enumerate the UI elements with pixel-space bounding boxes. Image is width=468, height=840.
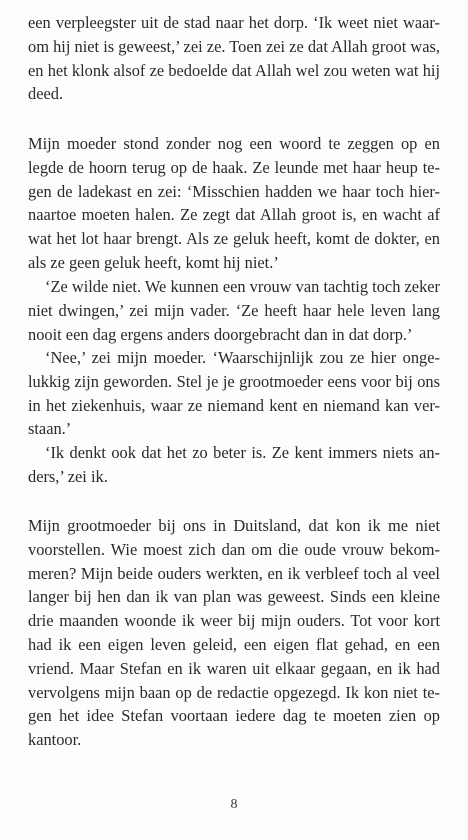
paragraph-2 xyxy=(28,132,440,275)
text-line: naartoe moeten halen. Ze zegt dat Allah groot is, en wacht af xyxy=(28,205,440,225)
text-line: een verpleegster uit de stad naar het dorp. ‘Ik weet niet waar- xyxy=(28,13,440,32)
text-line: vervolgens mijn baan op de redactie opgezegd. Ik kon niet te- xyxy=(28,682,440,702)
paragraph-6 xyxy=(28,514,440,752)
text-line: Mijn grootmoeder bij ons in Duitsland, dat kon ik me niet xyxy=(28,516,440,535)
text-line: meren? Mijn beide ouders werkten, en ik verbleef toch al veel xyxy=(28,563,440,583)
paragraph-5 xyxy=(28,441,440,489)
text-line: ‘Nee,’ zei mijn moeder. ‘Waarschijnlijk zou ze hier onge- xyxy=(45,348,440,367)
text-line: gen het idee Stefan voortaan iedere dag te moeten zien op xyxy=(28,706,440,726)
text-line: wat het lot haar brengt. Als ze geluk heeft, komt de dokter, en xyxy=(28,229,440,249)
text-line: niet dwingen,’ zei mijn vader. ‘Ze heeft haar hele leven lang xyxy=(28,300,440,320)
text-line: nooit een dag ergens anders doorgebracht dan in dat dorp.’ xyxy=(28,324,413,344)
text-line: als ze geen geluk heeft, komt hij niet.’ xyxy=(28,252,279,272)
text-line: in het ziekenhuis, waar ze niemand kent en niemand kan ver- xyxy=(28,395,440,415)
text-line: lukkig zijn geworden. Stel je je grootmoeder eens voor bij ons xyxy=(28,371,440,391)
text-line: legde de hoorn terug op de haak. Ze leunde met haar heup te- xyxy=(28,157,440,177)
text-line: had ik een eigen leven geleid, een eigen flat gehad, en een xyxy=(28,634,440,654)
page-number: 8 xyxy=(230,797,238,812)
text-line: en het klonk alsof ze bedoelde dat Allah wel zou weten wat hij xyxy=(28,60,440,80)
text-line: ‘Ik denkt ook dat het zo beter is. Ze kent immers niets an- xyxy=(45,443,440,462)
text-line: Mijn moeder stond zonder nog een woord te zeggen op en xyxy=(28,134,440,153)
text-line: voorstellen. Wie moest zich dan om die oude vrouw bekom- xyxy=(28,539,440,559)
text-line: kantoor. xyxy=(28,730,82,750)
text-line: vriend. Maar Stefan en ik waren uit elkaar gegaan, en ik had xyxy=(28,658,440,678)
text-line: ‘Ze wilde niet. We kunnen een vrouw van tachtig toch zeker xyxy=(45,277,440,296)
text-line: om hij niet is geweest,’ zei ze. Toen zei ze dat Allah groot was, xyxy=(28,36,440,56)
paragraph-4 xyxy=(28,346,440,441)
paragraph-1 xyxy=(28,11,440,106)
text-line: staan.’ xyxy=(28,419,72,439)
text-line: langer bij hen dan ik van plan was geweest. Sinds een kleine xyxy=(28,587,440,607)
paragraph-3 xyxy=(28,275,440,346)
text-line: deed. xyxy=(28,84,64,104)
text-line: gen de ladekast en zei: ‘Misschien hadden we haar toch hier- xyxy=(28,181,440,201)
text-line: ders,’ zei ik. xyxy=(28,466,108,486)
text-line: drie maanden woonde ik weer bij mijn ouders. Tot voor kort xyxy=(28,611,440,631)
